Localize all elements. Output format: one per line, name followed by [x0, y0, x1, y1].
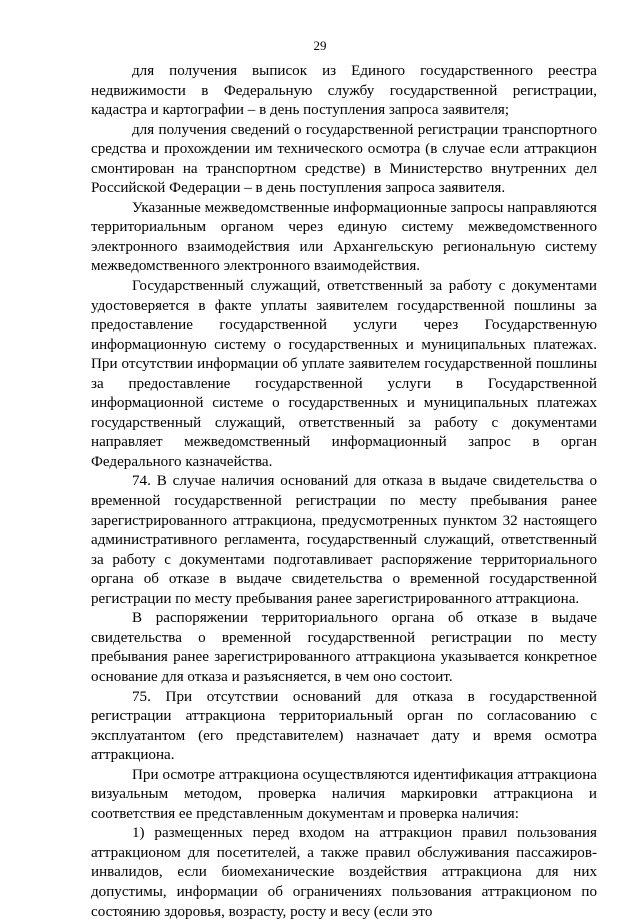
paragraph-item-75: 75. При отсутствии оснований для отказа в государственной регистрации аттракциона территориальный орган по согласованию с эксплуатантом (его представителем) назначает дату и время осмотра аттракциона. [91, 688, 597, 764]
paragraph-inspection: При осмотре аттракциона осуществляются идентификация аттракциона визуальным методом, проверка наличия маркировки аттракциона и соответствия ее представленным документам и проверка наличия: [91, 766, 597, 822]
paragraph-item-74: 74. В случае наличия оснований для отказа в выдаче свидетельства о временной государственной регистрации по месту пребывания ранее зарегистрированного аттракциона, предусмотренных пунктом 32 настоящего административного регламента, государственный служащий, ответственный за работу с документами подготавливает распоряжение территориального органа об отказе в выдаче свидетельства о временной государственной регистрации по месту пребывания ранее зарегистрированного аттракциона. [91, 473, 597, 607]
paragraph-interagency-requests: Указанные межведомственные информационные запросы направляются территориальным органом через единую систему межведомственного электронного взаимодействия или Архангельскую региональную систему межведомственного электронного взаимодействия. [91, 199, 597, 275]
paragraph-refusal-reason: В распоряжении территориального органа об отказе в выдаче свидетельства о временной государственной регистрации по месту пребывания ранее зарегистрированного аттракциона указывается конкретное основание для отказа и разъясняется, в чем оно состоит. [91, 610, 597, 685]
paragraph-egrn-request: для получения выписок из Единого государственного реестра недвижимости в Федеральную службу государственной регистрации, кадастра и картографии – в день поступления запроса заявителя; [91, 63, 597, 119]
document-body [91, 62, 597, 922]
paragraph-inspection-item-1: 1) размещенных перед входом на аттракцион правил пользования аттракционом для посетителей, а также правил обслуживания пассажиров-инвалидов, если биомеханические воздействия аттракциона для них допустимы, информации об ограничениях пользования аттракционом по состоянию здоровья, возрасту, росту и весу (если это [91, 825, 597, 920]
paragraph-vehicle-request: для получения сведений о государственной регистрации транспортного средства и прохождении им технического осмотра (в случае если аттракцион смонтирован на транспортном средстве) в Министерство внутренних дел Российской Федерации – в день поступления запроса заявителя. [91, 121, 597, 197]
page-number: 29 [313, 38, 327, 53]
paragraph-state-fee-check: Государственный служащий, ответственный за работу с документами удостоверяется в факте уплаты заявителем государственной пошлины за предоставление государственной услуги через Государственную информационную систему о государственных и муниципальных платежах. При отсутствии информации об уплате заявителем государственной пошлины за предоставление государственной услуги в Государственной информационной системе о государственных и муниципальных платежах государственный служащий, ответственный за работу с документами направляет межведомственный информационный запрос в орган Федерального казначейства. [91, 278, 597, 470]
